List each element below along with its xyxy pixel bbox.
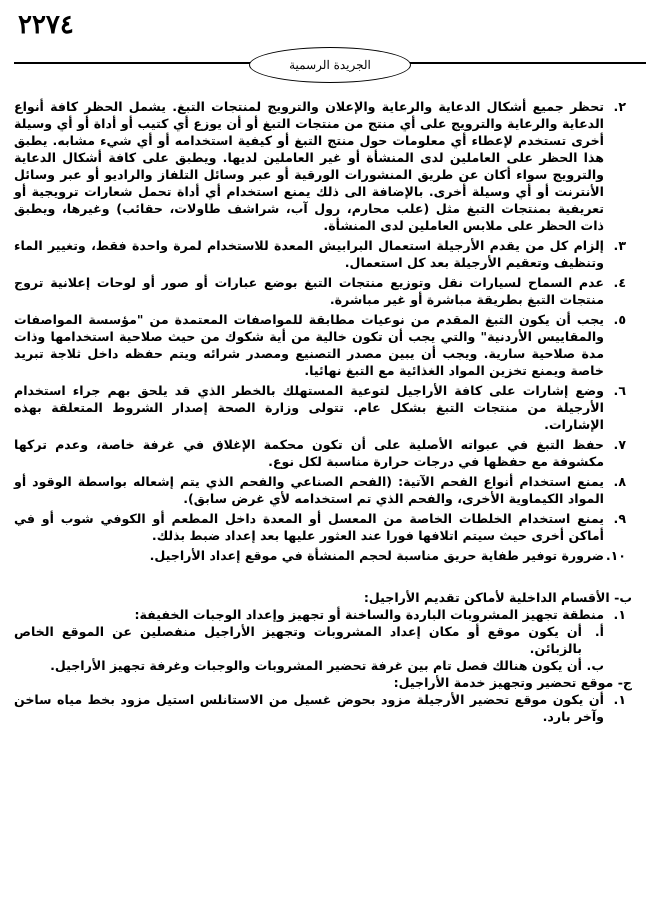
list-item xyxy=(14,98,626,234)
item-number: ٣. xyxy=(613,238,626,253)
item-text: يمنع استخدام أنواع الفحم الآتية: (الفحم الصناعي والفحم الذي يتم إشعاله بواسطة الوقود أو المواد الكيماوية الأخرى، والفحم الذي تم استخدامه لأي غرض سابق). xyxy=(14,474,604,506)
item-text: وضع إشارات على كافة الأراجيل لتوعية المستهلك بالخطر الذي قد يلحق بهم جراء استخدام الأرجيلة من منتجات التبغ بشكل عام. تتولى وزارة الصحة إصدار الشروط المتعلقة بهذه الإشارات. xyxy=(14,383,604,432)
item-number: ٩. xyxy=(613,511,626,526)
sub-item-letter: ب. xyxy=(586,658,604,673)
list-item xyxy=(14,382,626,433)
list-item xyxy=(14,510,626,544)
list-item xyxy=(14,473,626,507)
list-item xyxy=(14,606,626,623)
item-text: إلزام كل من يقدم الأرجيلة استعمال البرابيش المعدة للاستخدام لمرة واحدة فقط، وتغيير الماء وتنظيف وتعقيم الأرجيلة بعد كل استعمال. xyxy=(14,238,604,270)
list-item xyxy=(14,274,626,308)
sub-item-letter: أ. xyxy=(594,624,604,639)
item-text: تحظر جميع أشكال الدعاية والرعاية والإعلان والترويج لمنتجات التبغ. يشمل الحظر كافة أنواع الدعاية والرعاية والترويج على أي منتج من منتجات التبغ أو أن يوزع أي كتيب أو أداة أو أي وسيلة أخرى تستخدم لإعطاء أي معلومات حول منتج التبغ أو كيفية استخدامه أو أي شيء مشابه. يطبق هذا الحظر على العاملين لدى المنشأة أو غير العاملين لديها. ويطبق على كافة أشكال الدعاية والترويج سواء أكان عن طريق المنشورات الورقية أو عبر وسائل التلفاز والراديو أو عبر وسائل الأنترنت أو أي وسيلة أخرى. بالإضافة الى ذلك يمنع استخدام أي أداة تحمل شعارات ترويجية أو تعريفية بمنتجات التبغ مثل (علب محارم، رول آب، شراشف طاولات، حقائب) وغيرها، ويطبق ذات الحظر على ملابس العاملين لدى المنشأة. xyxy=(14,99,604,233)
list-item xyxy=(14,547,626,564)
section-c-title: ج- موقع تحضير وتجهيز خدمة الأراجيل: xyxy=(393,675,632,690)
item-number: ١. xyxy=(613,692,626,707)
header-title-text: الجريدة الرسمية xyxy=(289,58,371,72)
sub-item xyxy=(14,623,626,657)
list-item xyxy=(14,691,626,725)
page-number: ٢٢٧٤ xyxy=(18,10,74,40)
item-number: ١. xyxy=(613,607,626,622)
item-number: ٤. xyxy=(613,275,626,290)
item-number: ٧. xyxy=(613,437,626,452)
item-text: منطقة تجهيز المشروبات الباردة والساخنة أو تجهيز وإعداد الوجبات الخفيفة: xyxy=(134,607,604,622)
item-text: يجب أن يكون التبغ المقدم من نوعيات مطابقة للمواصفات المعتمدة من "مؤسسة المواصفات والمقاييس الأردنية" والتي يجب أن تكون خالية من أية شكوك من حيث صلاحية استخدامها وذات مدة صلاحية سارية. ويجب أن يبين مصدر التصنيع ومصدر شرائه ويتم حفظه داخل ثلاجة تبريد خاصة ويمنع تخزين المواد الغذائية مع التبغ نهائيا. xyxy=(14,312,604,378)
header-title xyxy=(249,47,411,83)
list-item xyxy=(14,237,626,271)
sub-item-text: أن يكون هنالك فصل تام بين غرفة تحضير المشروبات والوجبات وغرفة تجهيز الأراجيل. xyxy=(50,658,582,673)
item-text: ضرورة توفير طفاية حريق مناسبة لحجم المنشأة في موقع إعداد الأراجيل. xyxy=(149,548,604,563)
item-text: أن يكون موقع تحضير الأرجيلة مزود بحوض غسيل من الاستانلس استيل مزود بخط مياه ساخن وآخر بارد. xyxy=(14,692,604,724)
list-item xyxy=(14,311,626,379)
document-body xyxy=(14,98,632,725)
sub-item xyxy=(14,657,626,674)
list-item xyxy=(14,436,626,470)
item-number: ٨. xyxy=(613,474,626,489)
item-text: حفظ التبغ في عبواته الأصلية على أن تكون محكمة الإغلاق في غرفة خاصة، وعدم تركها مكشوفة مع حفظها في درجات حرارة مناسبة لكل نوع. xyxy=(14,437,604,469)
item-number: ١٠. xyxy=(605,548,626,563)
section-b-title: ب- الأقسام الداخلية لأماكن تقديم الأراجيل: xyxy=(363,590,632,605)
item-number: ٦. xyxy=(613,383,626,398)
item-number: ٢. xyxy=(613,99,626,114)
sub-item-text: أن يكون موقع أو مكان إعداد المشروبات وتجهيز الأراجيل منفصلين عن الموقع الخاص بالزبائن. xyxy=(14,624,582,656)
item-text: عدم السماح لسيارات نقل وتوزيع منتجات التبغ بوضع عبارات أو صور أو لوحات إعلانية تروج منتجات التبغ بطريقة مباشرة أو غير مباشرة. xyxy=(14,275,604,307)
item-text: يمنع استخدام الخلطات الخاصة من المعسل أو المعدة داخل المطعم أو الكوفي شوب أو في أماكن أخرى حيث سيتم اتلافها فورا عند العثور عليها بعد إعداد ضبط بذلك. xyxy=(14,511,604,543)
item-number: ٥. xyxy=(613,312,626,327)
